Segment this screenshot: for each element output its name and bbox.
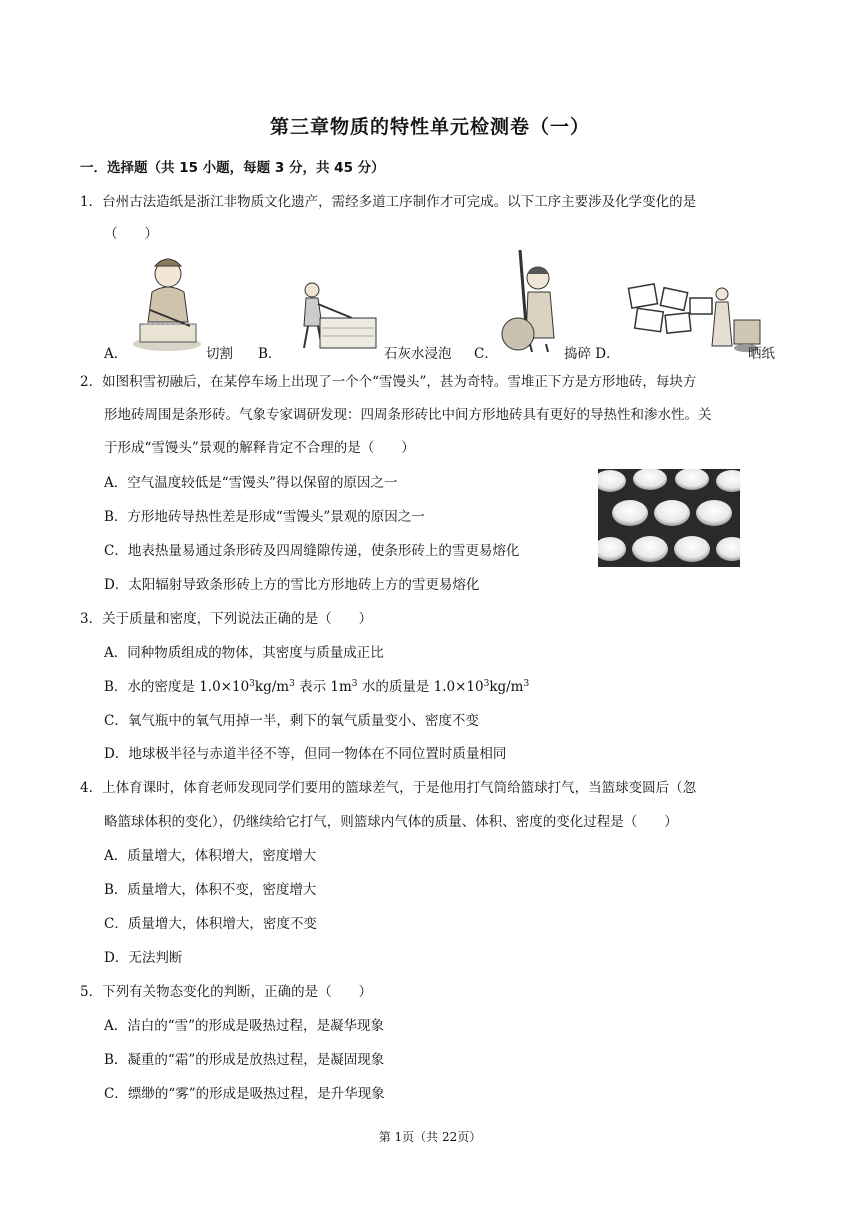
q3-option-b-part1: B．水的密度是 1.0×10 <box>104 679 250 695</box>
q1-option-b-text: 石灰水浸泡 <box>384 346 452 362</box>
q1-option-a-text: 切割 <box>206 346 233 362</box>
page-title: 第三章物质的特性单元检测卷（一） <box>269 116 590 138</box>
q2-stem-line1: 2．如图积雪初融后，在某停车场上出现了一个个“雪馒头”，甚为奇特。雪堆正下方是方形地砖，每块方 <box>80 374 697 390</box>
q2-option-b: B．方形地砖导热性差是形成“雪馒头”景观的原因之一 <box>104 509 425 525</box>
q3-option-d: D．地球极半径与赤道半径不等，但同一物体在不同位置时质量相同 <box>104 746 507 762</box>
q5-stem: 5．下列有关物态变化的判断，正确的是（ ） <box>80 984 373 1000</box>
cutting-illustration <box>130 252 204 352</box>
q3-option-a: A．同种物质组成的物体，其密度与质量成正比 <box>104 645 384 661</box>
q1-option-c-label: C． <box>474 346 498 362</box>
q4-option-d: D．无法判断 <box>104 950 183 966</box>
q3-option-b-sup1: 3 <box>249 679 255 689</box>
q1-option-b-label: B． <box>258 346 282 362</box>
q3-option-b-sup4: 3 <box>483 679 490 689</box>
pounding-illustration <box>500 248 560 354</box>
q3-option-c: C．氧气瓶中的氧气用掉一半，剩下的氧气质量变小、密度不变 <box>104 713 479 729</box>
q5-option-a: A．洁白的“雪”的形成是吸热过程，是凝华现象 <box>104 1018 385 1034</box>
q2-stem-line3: 于形成“雪馒头”景观的解释肯定不合理的是（ ） <box>104 440 415 456</box>
q2-stem-line2: 形地砖周围是条形砖。气象专家调研发现：四周条形砖比中间方形地砖具有更好的导热性和渗水性。关 <box>104 407 712 423</box>
q3-option-b-sup2: 3 <box>289 679 295 689</box>
q2-option-c: C．地表热量易通过条形砖及四周缝隙传递，使条形砖上的雪更易熔化 <box>104 543 520 559</box>
q2-option-d: D．太阳辐射导致条形砖上方的雪比方形地砖上方的雪更易熔化 <box>104 577 480 593</box>
q3-option-b-part3: 表示 1m <box>294 679 352 695</box>
q4-stem-line2: 略篮球体积的变化），仍继续给它打气，则篮球内气体的质量、体积、密度的变化过程是（ ） <box>104 814 678 830</box>
q3-stem: 3．关于质量和密度，下列说法正确的是（ ） <box>80 611 373 627</box>
q1-option-c-text: 捣碎 D． <box>564 346 620 362</box>
q3-option-b-part2: kg/m <box>254 679 290 695</box>
q3-option-b-part4: 水的质量是 1.0×10 <box>357 679 484 695</box>
q3-option-b <box>104 675 529 695</box>
q1-stem-line2: （ ） <box>104 226 158 242</box>
q3-option-b-part5: kg/m <box>489 679 524 695</box>
q4-option-a: A．质量增大，体积增大，密度增大 <box>104 848 317 864</box>
q5-option-c: C．缥缈的“雾”的形成是吸热过程，是升华现象 <box>104 1086 385 1102</box>
q5-option-b: B．凝重的“霜”的形成是放热过程，是凝固现象 <box>104 1052 385 1068</box>
q1-options-row <box>104 248 784 360</box>
snow-mounds-photo <box>598 469 740 567</box>
paper-drying-illustration <box>626 280 762 354</box>
q3-option-b-sup5: 3 <box>523 679 530 689</box>
q1-option-d-text: 晒纸 <box>748 346 775 362</box>
q4-option-c: C．质量增大，体积增大，密度不变 <box>104 916 317 932</box>
q2-option-a: A．空气温度较低是“雪馒头”得以保留的原因之一 <box>104 475 398 491</box>
q1-option-a-label: A． <box>104 346 128 362</box>
page-footer: 第 1页（共 22页） <box>378 1130 482 1144</box>
q4-option-b: B．质量增大，体积不变，密度增大 <box>104 882 317 898</box>
section-heading: 一．选择题（共 15 小题，每题 3 分，共 45 分） <box>80 160 385 176</box>
q3-option-b-sup3: 3 <box>351 679 358 689</box>
lime-soaking-illustration <box>282 278 378 354</box>
q1-stem-line1: 1．台州古法造纸是浙江非物质文化遗产，需经多道工序制作才可完成。以下工序主要涉及化学变化的是 <box>80 194 697 210</box>
q4-stem-line1: 4．上体育课时，体育老师发现同学们要用的篮球差气，于是他用打气筒给篮球打气，当篮球变圆后（忽 <box>80 780 697 796</box>
